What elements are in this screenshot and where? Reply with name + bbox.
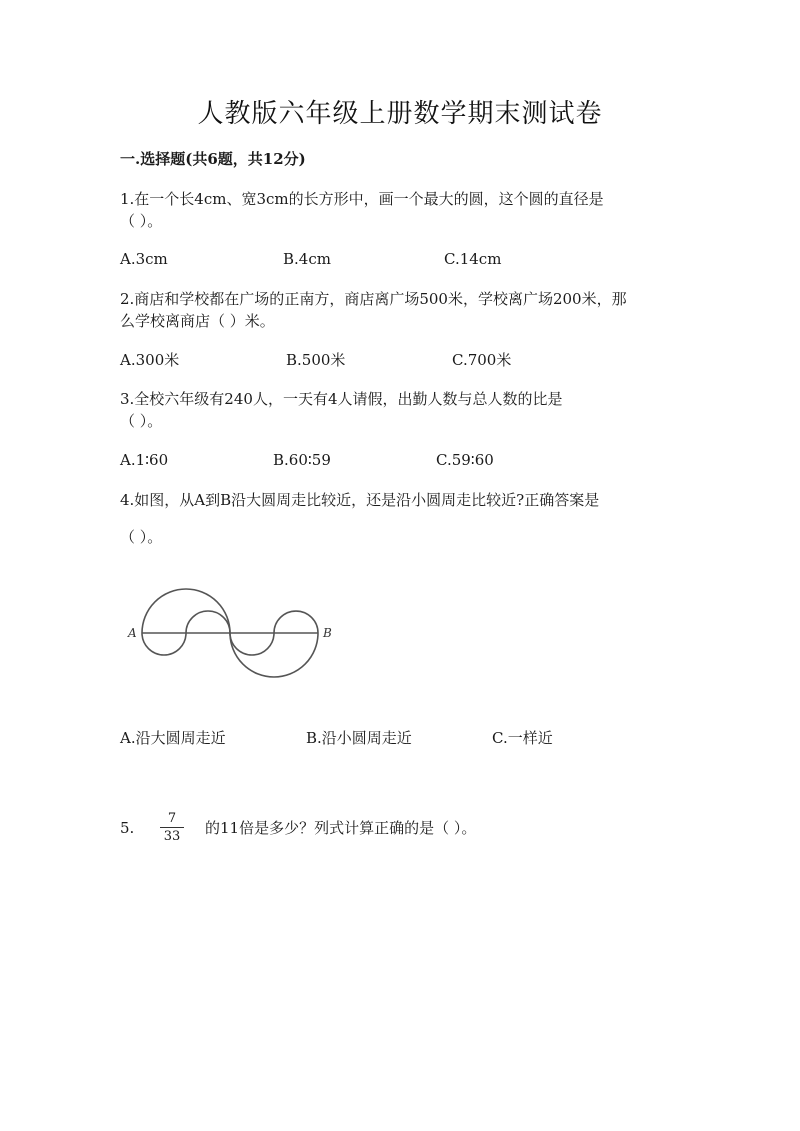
question-3-option-a[interactable]: A.1∶60: [120, 451, 169, 469]
question-1-text: 1.在一个长4cm、宽3cm的长方形中，画一个最大的圆，这个圆的直径是: [120, 190, 604, 208]
question-4-option-c[interactable]: C.一样近: [492, 729, 553, 747]
question-5-text: 的11倍是多少？列式计算正确的是（ ）。: [205, 819, 477, 837]
question-3-option-c[interactable]: C.59∶60: [436, 451, 494, 469]
question-4-text: 4.如图，从A到B沿大圆周走比较近，还是沿小圆周走比较近?正确答案是: [120, 491, 600, 509]
fraction-numerator: 7: [167, 811, 177, 826]
question-3-text: 3.全校六年级有240人，一天有4人请假，出勤人数与总人数的比是: [120, 390, 563, 408]
point-a-label: A: [128, 626, 137, 640]
question-1-option-a[interactable]: A.3cm: [120, 250, 168, 268]
question-2-option-b[interactable]: B.500米: [286, 351, 346, 369]
question-1-option-b[interactable]: B.4cm: [283, 250, 331, 268]
question-4-option-b[interactable]: B.沿小圆周走近: [306, 729, 412, 747]
fraction-bar: [160, 827, 184, 828]
fraction-denominator: 33: [163, 829, 181, 844]
question-4-option-a[interactable]: A.沿大圆周走近: [120, 729, 226, 747]
page-title: 人教版六年级上册数学期末测试卷: [197, 99, 603, 129]
section-heading: 一.选择题(共6题，共12分): [120, 150, 306, 168]
question-3-option-b[interactable]: B.60∶59: [273, 451, 331, 469]
question-5-fraction: [160, 811, 184, 844]
question-1-blank: （ ）。: [120, 212, 163, 230]
question-2-blank: 么学校离商店（ ）米。: [120, 312, 275, 330]
question-2-text: 2.商店和学校都在广场的正南方，商店离广场500米，学校离广场200米，那: [120, 290, 627, 308]
question-5-number: 5.: [120, 819, 135, 837]
question-4-blank: （ ）。: [120, 528, 163, 546]
point-b-label: B: [323, 626, 332, 640]
circle-path-diagram: [118, 574, 348, 694]
question-1-option-c[interactable]: C.14cm: [444, 250, 502, 268]
question-2-option-c[interactable]: C.700米: [452, 351, 512, 369]
question-3-blank: （ ）。: [120, 412, 163, 430]
question-2-option-a[interactable]: A.300米: [120, 351, 180, 369]
